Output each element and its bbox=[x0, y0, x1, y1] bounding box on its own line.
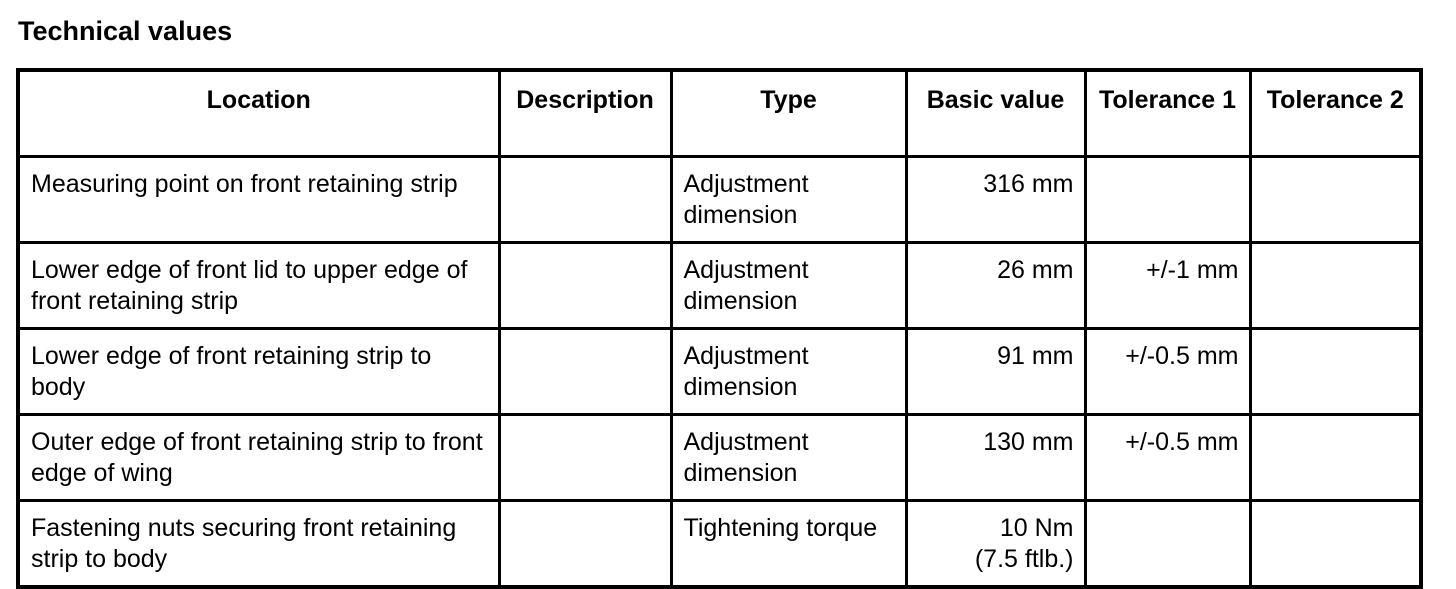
basic-value-text: 10 Nm bbox=[999, 514, 1074, 542]
column-header-type: Type bbox=[671, 70, 906, 157]
table-row bbox=[18, 501, 1421, 588]
cell-description bbox=[499, 243, 671, 329]
column-header-description: Description bbox=[499, 70, 671, 157]
cell-type: Adjustment dimension bbox=[671, 157, 906, 243]
cell-description bbox=[499, 157, 671, 243]
cell-basic-value bbox=[906, 415, 1085, 501]
cell-type: Adjustment dimension bbox=[671, 329, 906, 415]
cell-tolerance-2 bbox=[1250, 157, 1421, 243]
cell-description bbox=[499, 501, 671, 588]
cell-basic-value bbox=[906, 157, 1085, 243]
basic-value-text: 130 mm bbox=[983, 428, 1074, 456]
column-header-tolerance-1: Tolerance 1 bbox=[1085, 70, 1250, 157]
basic-value-text: 91 mm bbox=[997, 342, 1074, 370]
cell-location: Lower edge of front lid to upper edge of front retaining strip bbox=[18, 243, 499, 329]
cell-tolerance-1: +/-0.5 mm bbox=[1085, 329, 1250, 415]
table-row bbox=[18, 243, 1421, 329]
column-header-location: Location bbox=[18, 70, 499, 157]
basic-value-text: 316 mm bbox=[983, 170, 1074, 198]
cell-tolerance-2 bbox=[1250, 501, 1421, 588]
cell-tolerance-1: +/-0.5 mm bbox=[1085, 415, 1250, 501]
basic-value-text: 26 mm bbox=[997, 256, 1074, 284]
table-row bbox=[18, 157, 1421, 243]
cell-basic-value bbox=[906, 243, 1085, 329]
cell-description bbox=[499, 329, 671, 415]
cell-tolerance-1: +/-1 mm bbox=[1085, 243, 1250, 329]
cell-location: Outer edge of front retaining strip to front edge of wing bbox=[18, 415, 499, 501]
cell-location: Measuring point on front retaining strip bbox=[18, 157, 499, 243]
cell-tolerance-1 bbox=[1085, 501, 1250, 588]
cell-type: Tightening torque bbox=[671, 501, 906, 588]
cell-location: Lower edge of front retaining strip to body bbox=[18, 329, 499, 415]
cell-basic-value bbox=[906, 329, 1085, 415]
page-title: Technical values bbox=[18, 16, 233, 46]
cell-tolerance-1 bbox=[1085, 157, 1250, 243]
cell-description bbox=[499, 415, 671, 501]
table-row bbox=[18, 415, 1421, 501]
cell-tolerance-2 bbox=[1250, 415, 1421, 501]
technical-values-table bbox=[16, 68, 1423, 589]
cell-basic-value bbox=[906, 501, 1085, 588]
column-header-basic-value: Basic value bbox=[906, 70, 1085, 157]
table-header-row bbox=[18, 70, 1421, 157]
basic-value-extra-text: (7.5 ftlb.) bbox=[974, 545, 1074, 573]
cell-type: Adjustment dimension bbox=[671, 415, 906, 501]
column-header-tolerance-2: Tolerance 2 bbox=[1250, 70, 1421, 157]
cell-location: Fastening nuts securing front retaining strip to body bbox=[18, 501, 499, 588]
cell-tolerance-2 bbox=[1250, 329, 1421, 415]
cell-tolerance-2 bbox=[1250, 243, 1421, 329]
table-row bbox=[18, 329, 1421, 415]
cell-type: Adjustment dimension bbox=[671, 243, 906, 329]
